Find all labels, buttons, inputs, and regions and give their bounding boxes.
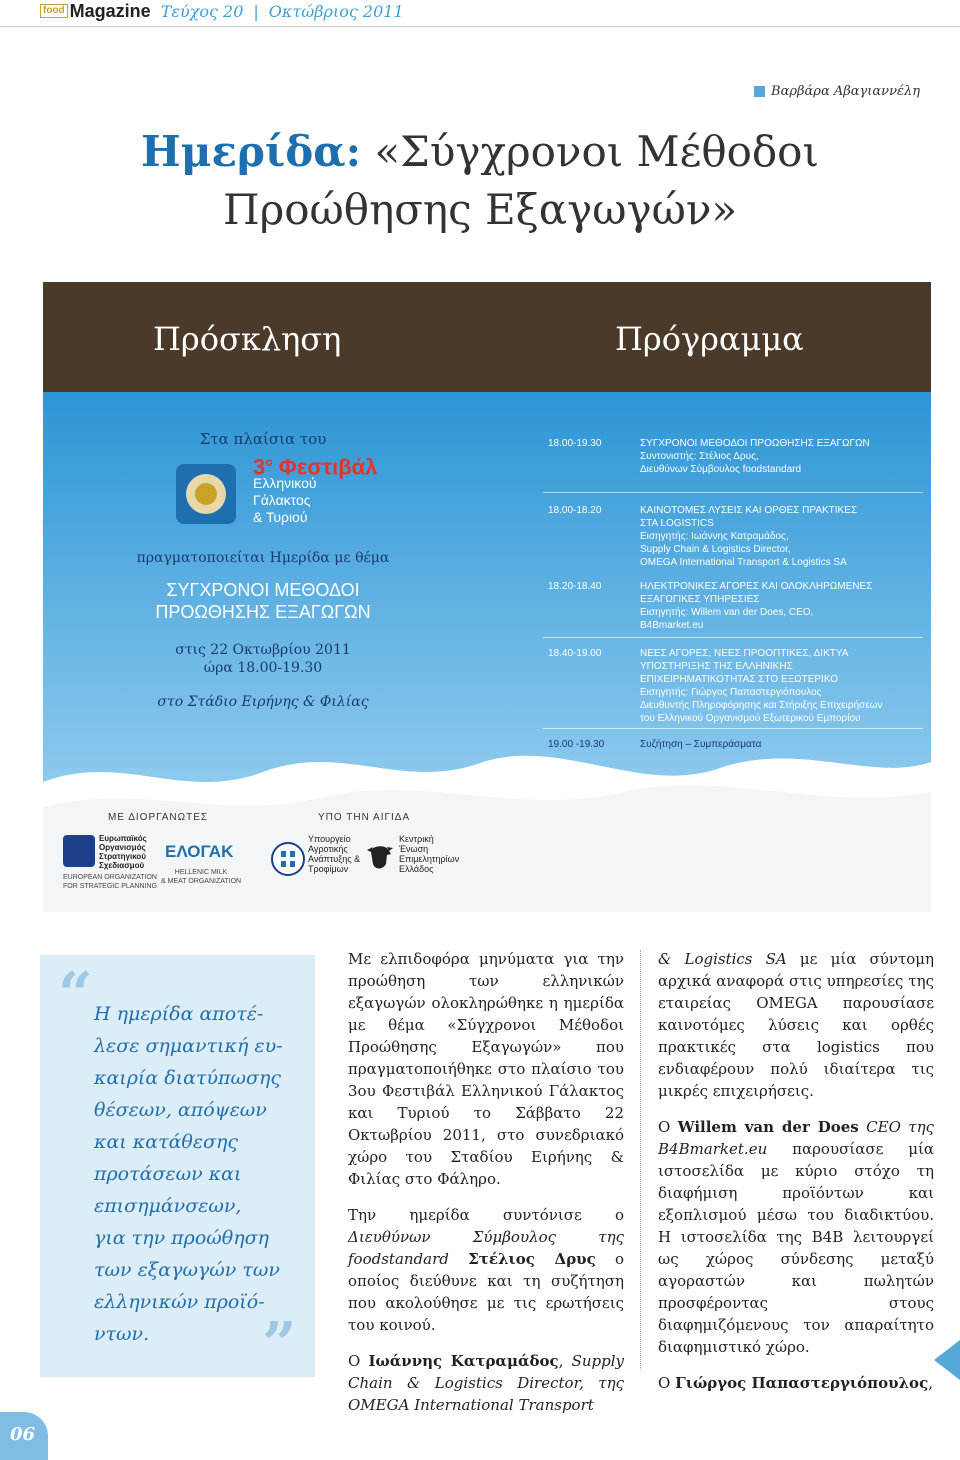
poster-held: πραγματοποιείται Ημερίδα με θέμα — [136, 550, 390, 566]
festival-line-2: Γάλακτος — [253, 492, 311, 509]
quote-line: θέσεων, απόψεων — [94, 1099, 267, 1121]
ministry-text — [308, 834, 360, 874]
union-line-2: Ένωση — [399, 844, 429, 854]
author-byline — [754, 84, 920, 99]
quote-line: επισημάνσεων, — [94, 1195, 242, 1217]
eosp-line-4: Σχεδιασμού — [99, 861, 145, 870]
article-paragraph — [658, 948, 934, 1102]
title-line-1 — [0, 123, 960, 181]
ministry-line-3: Ανάπτυξης & — [308, 854, 361, 864]
program-item-4-line-4: Εισηγητής: Γιώργος Παπαστεργιόπουλος — [640, 687, 822, 698]
article-paragraph — [348, 1204, 624, 1336]
program-divider — [543, 492, 923, 493]
person-name: Στέλιος Δρυς — [468, 1250, 596, 1268]
quote-line: προτάσεων και — [94, 1163, 242, 1185]
elogak-english — [161, 868, 241, 886]
magazine-logo — [40, 1, 151, 22]
text-run: Ο — [658, 1118, 678, 1136]
program-item-2-line-3: Εισηγητής: Ιωάννης Κατραμάδος, — [640, 531, 789, 542]
poster-venue: στο Στάδιο Ειρήνης & Φιλίας — [157, 694, 369, 710]
auspices-label: ΥΠΟ ΤΗΝ ΑΙΓΙΔΑ — [318, 812, 411, 823]
column-divider — [640, 950, 641, 1370]
article-paragraph — [348, 1350, 624, 1416]
program-time-5: 19.00 -19.30 — [548, 739, 605, 750]
eosp-line-1: Ευρωπαϊκός — [99, 834, 147, 843]
quote-line: καιρία διατύπωσης — [94, 1067, 281, 1089]
program-item-2 — [640, 504, 920, 569]
poster-invitation-heading: Πρόσκληση — [153, 320, 342, 358]
program-item-4-line-2: ΥΠΟΣΤΗΡΙΞΗΣ ΤΗΣ ΕΛΛΗΝΙΚΗΣ — [640, 661, 793, 672]
poster-theme-line-1: ΣΥΓΧΡΟΝΟΙ ΜΕΘΟΔΟΙ — [166, 580, 360, 600]
text-run-italic: & Logistics SA — [658, 950, 787, 968]
poster-time: ώρα 18.00-19.30 — [203, 660, 323, 676]
program-item-4-title: ΝΕΕΣ ΑΓΟΡΕΣ, ΝΕΕΣ ΠΡΟΟΠΤΙΚΕΣ, ΔΙΚΤΥΑ — [640, 648, 849, 659]
program-item-5-title: Συζήτηση – Συμπεράσματα — [640, 739, 762, 750]
quote-line: και κατάθεσης — [94, 1131, 239, 1153]
quote-line: για την προώθηση — [94, 1227, 269, 1249]
logo-word: Magazine — [69, 0, 151, 21]
eosp-english-2: FOR STRATEGIC PLANNING — [63, 883, 157, 890]
program-item-1-line-2: Συντονιστής: Στέλιος Δρυς, — [640, 451, 759, 462]
page-number-tab — [0, 1412, 48, 1460]
program-item-2-line-2: ΣΤΑ LOGISTICS — [640, 518, 714, 529]
continue-arrow-icon — [934, 1340, 960, 1380]
logo-food-tag: food — [40, 4, 68, 18]
poster-theme-line-2: ΠΡΟΩΘΗΣΗΣ ΕΞΑΓΩΓΩΝ — [155, 602, 371, 622]
text-run: παρουσίασε μία ιστοσελίδα με κύριο στόχο τη διαφήμιση προϊόντων και εξοπλισμού μέσω του διαδικτύου. Η ιστοσελίδα της B4B λειτουργεί ως χώρος σύνδεσης μεταξύ αγοραστών και πωλητών προσφέροντας στους διαφημιζόμενους τον απαραίτητο διαφημιστικό χώρο. — [658, 1140, 934, 1356]
partners-strip — [43, 800, 931, 912]
festival-number: 3 — [253, 454, 266, 480]
title-accent: Ημερίδα: — [141, 127, 362, 176]
header-rule — [0, 26, 960, 27]
program-item-4-line-6: του Ελληνικού Οργανισμού Εξωτερικού Εμπορίου — [640, 713, 861, 724]
article-column-1 — [348, 948, 624, 1430]
program-time-1: 18.00-19.30 — [548, 438, 602, 449]
author-name: Βαρβάρα Αβαγιαννέλη — [771, 84, 920, 99]
festival-name: Φεστιβάλ — [278, 454, 378, 480]
program-item-1-title: ΣΥΓΧΡΟΝΟΙ ΜΕΘΟΔΟΙ ΠΡΟΩΘΗΣΗΣ ΕΞΑΓΩΓΩΝ — [640, 438, 870, 449]
text-run-italic: Supply Chain & Logistics Director, της OMEGA International Transport — [348, 1352, 624, 1414]
quote-open-mark: “ — [58, 960, 93, 1030]
quote-line: ντων. — [94, 1323, 150, 1345]
program-item-1-line-3: Διευθύνων Σύμβουλος foodstandard — [640, 464, 802, 475]
eosp-logo — [63, 835, 95, 867]
text-run: , — [928, 1374, 933, 1392]
text-run: Ο — [658, 1374, 676, 1392]
program-item-2-title: ΚΑΙΝΟΤΟΜΕΣ ΛΥΣΕΙΣ ΚΑΙ ΟΡΘΕΣ ΠΡΑΚΤΙΚΕΣ — [640, 505, 858, 516]
eosp-line-3: Στρατηγικού — [99, 852, 146, 861]
article-paragraph — [658, 1372, 934, 1394]
quote-line: Η ημερίδα αποτέ- — [94, 1003, 264, 1025]
byline-square-icon — [754, 86, 765, 97]
program-item-1 — [640, 437, 920, 476]
program-time-4: 18.40-19.00 — [548, 648, 602, 659]
union-line-1: Κεντρική — [399, 834, 434, 844]
issue-date: Οκτώβριος 2011 — [268, 1, 404, 21]
text-run-italic: CEO της B4Bmarket.eu — [658, 1118, 934, 1158]
elogak-english-1: HELLENIC MILK — [174, 869, 228, 876]
program-item-3-line-2: ΕΞΑΓΩΓΙΚΕΣ ΥΠΗΡΕΣΙΕΣ — [640, 594, 760, 605]
text-run: Ο — [348, 1352, 369, 1370]
elogak-logo: ΕΛΟΓΑΚ — [165, 842, 234, 861]
article-title — [0, 123, 960, 239]
program-item-4-line-5: Διευθυντής Πληροφόρησης και Στήριξης Επιχειρήσεων — [640, 700, 883, 711]
ministry-line-1: Υπουργείο — [308, 834, 351, 844]
program-divider — [543, 637, 923, 638]
article-paragraph: Με ελπιδοφόρα μηνύματα για την προώθηση των ελληνικών εξαγωγών ολοκληρώθηκε η ημερίδα με θέμα «Σύγχρονοι Μέθοδοι Προώθησης Εξαγωγών» που πραγματοποιήθηκε στο πλαίσιο του 3ου Φεστιβάλ Ελληνικού Γάλακτος και Τυριού το Σάββατο 22 Οκτωβρίου 2011, στο συνεδριακό χώρο του Σταδίου Ειρήνης & Φιλίας στο Φάληρο. — [348, 950, 624, 1188]
quote-line: των εξαγωγών των — [94, 1259, 280, 1281]
article-column-2 — [658, 948, 934, 1408]
person-name: Ιωάννης Κατραμάδος — [368, 1352, 559, 1370]
hermes-head-icon — [365, 842, 395, 874]
union-line-3: Επιμελητηρίων — [399, 854, 460, 864]
person-name: Γιώργος Παπαστεργιόπουλος — [675, 1374, 929, 1392]
magazine-header — [40, 0, 404, 22]
union-line-4: Ελλάδος — [399, 864, 434, 874]
festival-text — [253, 454, 377, 526]
festival-ordinal: ο — [265, 455, 273, 469]
page-number: 06 — [10, 1424, 36, 1445]
poster-context: Στα πλαίσια του — [199, 430, 327, 448]
program-item-2-line-4: Supply Chain & Logistics Director, — [640, 544, 791, 555]
quote-line: λεσε σημαντική ευ- — [94, 1035, 283, 1057]
elogak-english-2: & MEAT ORGANIZATION — [161, 878, 242, 885]
program-item-3-line-4: B4Bmarket.eu — [640, 620, 704, 631]
person-name: Willem van der Does — [677, 1118, 859, 1136]
greek-emblem-icon — [271, 842, 305, 876]
eosp-english-1: EUROPEAN ORGANIZATION — [63, 874, 157, 881]
issue-number: Τεύχος 20 — [160, 1, 244, 21]
eosp-english — [63, 873, 157, 891]
organizers-label: ΜΕ ΔΙΟΡΓΑΝΩΤΕΣ — [108, 812, 209, 823]
text-run: ο οποίος διεύθυνε και τη συζήτηση που ακολούθησε με τις ερωτήσεις του κοινού. — [348, 1250, 624, 1334]
festival-line-3: & Τυριού — [253, 509, 308, 526]
poster-program-heading: Πρόγραμμα — [615, 320, 804, 358]
title-line-1-rest: «Σύγχρονοι Μέθοδοι — [374, 127, 819, 176]
header-separator: | — [253, 1, 259, 21]
program-item-3-line-3: Εισηγητής: Willem van der Does, CEO, — [640, 607, 814, 618]
eosp-text — [99, 834, 147, 870]
ministry-line-4: Τροφίμων — [308, 864, 349, 874]
festival-line-1: Ελληνικού — [253, 475, 317, 492]
pull-quote-text — [94, 998, 294, 1350]
title-line-2: Προώθησης Εξαγωγών» — [222, 185, 738, 234]
quote-line: ελληνικών προϊό- — [94, 1291, 265, 1313]
quote-close-mark: ” — [262, 1310, 297, 1380]
program-time-3: 18.20-18.40 — [548, 581, 602, 592]
poster-date: στις 22 Οκτωβρίου 2011 — [175, 642, 351, 658]
article-paragraph — [658, 1116, 934, 1358]
eosp-line-2: Οργανισμός — [99, 843, 146, 852]
program-item-4-line-3: ΕΠΙΧΕΙΡΗΜΑΤΙΚΟΤΗΤΑΣ ΣΤΟ ΕΞΩΤΕΡΙΚΟ — [640, 674, 838, 685]
text-run: με μία σύντομη αρχικά αναφορά στις υπηρεσίες της εταιρείας OMEGA παρουσίασε καινοτόμες λύσεις και ορθές πρακτικές στα logistics που ενδιαφέρουν πολύ ιδιαίτερα τις μικρές επιχειρήσεις. — [658, 950, 935, 1100]
chambers-union-text — [399, 834, 459, 874]
program-item-2-line-5: OMEGA International Transport & Logistics SA — [640, 557, 847, 568]
text-run-italic: Διευθύνων Σύμβουλος της foodstandard — [348, 1228, 624, 1268]
program-time-2: 18.00-18.20 — [548, 505, 602, 516]
text-run: , — [558, 1352, 572, 1370]
program-item-3 — [640, 580, 920, 632]
ministry-line-2: Αγροτικής — [308, 844, 348, 854]
program-item-3-title: ΗΛΕΚΤΡΟΝΙΚΕΣ ΑΓΟΡΕΣ ΚΑΙ ΟΛΟΚΛΗΡΩΜΕΝΕΣ — [640, 581, 873, 592]
text-run: Την ημερίδα συντόνισε ο — [348, 1206, 624, 1224]
